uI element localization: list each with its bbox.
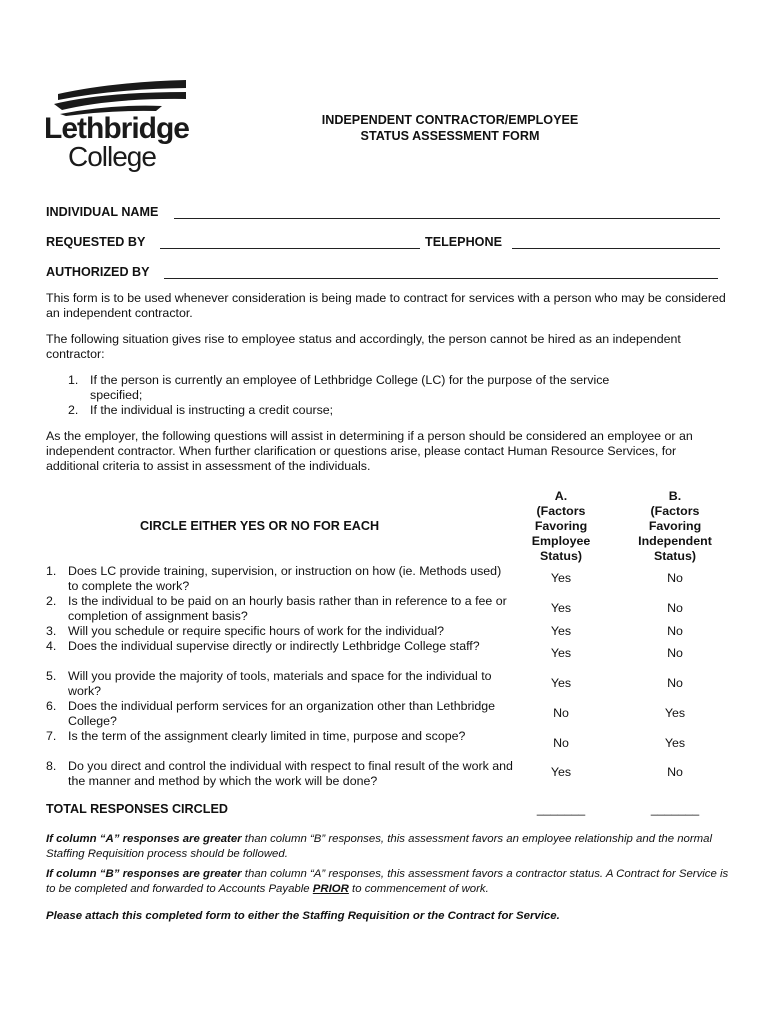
- note-column-b: [46, 867, 736, 897]
- lethbridge-college-logo: [44, 80, 204, 180]
- question-text: Does the individual supervise directly or indirectly Lethbridge College staff?: [68, 639, 480, 653]
- column-b-header-line: (Factors: [650, 504, 700, 518]
- telephone-label: TELEPHONE: [425, 235, 502, 249]
- answer-a[interactable]: No: [553, 736, 569, 750]
- question-text: Does LC provide training, supervision, or instruction on how (ie. Methods used) to complete the work?: [68, 564, 502, 593]
- answer-a[interactable]: Yes: [550, 646, 572, 660]
- intro-paragraph-3: As the employer, the following questions will assist in determining if a person should be considered an employee or an independent contractor. When further clarification or questions arise, please contact Human Resource Services, for additional criteria to assist in assessment of the individuals.: [46, 429, 693, 473]
- question-row: [46, 699, 506, 729]
- authorized-by-label: AUTHORIZED BY: [46, 265, 150, 279]
- column-b-header-line: Favoring: [648, 519, 702, 533]
- logo-swoosh-icon: [52, 80, 192, 116]
- question-number: 7.: [46, 729, 57, 743]
- logo-word-college: College: [68, 141, 156, 172]
- list-item: [68, 373, 628, 403]
- column-b-header-line: Independent: [638, 534, 712, 548]
- column-a-header: [516, 489, 606, 564]
- question-text: Will you schedule or require specific hours of work for the individual?: [68, 624, 445, 638]
- form-title-line2: STATUS ASSESSMENT FORM: [360, 129, 540, 143]
- answer-a[interactable]: Yes: [550, 571, 572, 585]
- list-item: [68, 403, 628, 418]
- requested-by-label: REQUESTED BY: [46, 235, 146, 249]
- column-a-header-line: Status): [540, 549, 582, 563]
- answer-a[interactable]: Yes: [550, 601, 572, 615]
- answer-a[interactable]: No: [553, 706, 569, 720]
- logo-word-lethbridge: Lethbridge: [44, 112, 189, 145]
- answer-a[interactable]: Yes: [550, 676, 572, 690]
- question-row: [46, 759, 516, 789]
- intro-paragraph-2: The following situation gives rise to employee status and accordingly, the person cannot be hired as an independent contractor:: [46, 332, 681, 361]
- question-text: Is the term of the assignment clearly limited in time, purpose and scope?: [68, 729, 466, 743]
- answer-b[interactable]: No: [667, 624, 683, 638]
- total-b-blank[interactable]: _______: [650, 802, 700, 816]
- answer-b[interactable]: Yes: [664, 706, 686, 720]
- question-row: [46, 729, 506, 759]
- list-item-number: 1.: [68, 373, 79, 387]
- answer-b[interactable]: Yes: [664, 736, 686, 750]
- list-item-text: If the person is currently an employee of Lethbridge College (LC) for the purpose of the service specified;: [90, 373, 610, 402]
- authorized-by-line[interactable]: [164, 278, 718, 279]
- question-text: Does the individual perform services for an organization other than Lethbridge College?: [68, 699, 496, 728]
- question-text: Will you provide the majority of tools, materials and space for the individual to work?: [68, 669, 492, 698]
- question-row: [46, 594, 506, 624]
- form-title-line1: INDEPENDENT CONTRACTOR/EMPLOYEE: [321, 113, 579, 127]
- question-text: Do you direct and control the individual with respect to final result of the work and the manner and method by which the work will be done?: [68, 759, 513, 788]
- question-number: 2.: [46, 594, 57, 608]
- column-a-header-line: A.: [554, 489, 568, 503]
- note-b-text-end: to commencement of work.: [348, 883, 489, 895]
- individual-name-label: INDIVIDUAL NAME: [46, 205, 159, 219]
- list-item-text: If the individual is instructing a credit course;: [90, 403, 334, 417]
- note-column-a: [46, 832, 736, 862]
- answer-b[interactable]: No: [667, 676, 683, 690]
- question-number: 8.: [46, 759, 57, 773]
- list-item-number: 2.: [68, 403, 79, 417]
- total-responses-label: TOTAL RESPONSES CIRCLED: [46, 802, 228, 816]
- question-row: [46, 669, 506, 699]
- answer-b[interactable]: No: [667, 601, 683, 615]
- question-number: 1.: [46, 564, 57, 578]
- question-row: [46, 564, 506, 594]
- individual-name-line[interactable]: [174, 218, 720, 219]
- question-number: 3.: [46, 624, 57, 638]
- answer-a[interactable]: Yes: [550, 624, 572, 638]
- table-instruction: CIRCLE EITHER YES OR NO FOR EACH: [140, 519, 380, 533]
- question-number: 6.: [46, 699, 57, 713]
- answer-a[interactable]: Yes: [550, 765, 572, 779]
- note-a-emphasis: If column “A” responses are greater: [46, 833, 242, 845]
- requested-by-line[interactable]: [160, 248, 420, 249]
- answer-b[interactable]: No: [667, 765, 683, 779]
- question-number: 4.: [46, 639, 57, 653]
- question-row: [46, 639, 506, 669]
- column-a-header-line: Favoring: [534, 519, 588, 533]
- question-number: 5.: [46, 669, 57, 683]
- attach-instruction: Please attach this completed form to either the Staffing Requisition or the Contract for Service.: [46, 910, 560, 922]
- intro-paragraph-1: This form is to be used whenever consideration is being made to contract for services with a person who may be considered an independent contractor.: [46, 291, 726, 320]
- note-b-prior: PRIOR: [312, 883, 349, 895]
- column-b-header: [630, 489, 720, 564]
- column-a-header-line: Employee: [531, 534, 591, 548]
- note-b-text: than column “A” responses, this assessment favors a contractor status. A Contract for Service is to be completed and forwarded to Accounts Payable: [46, 868, 729, 895]
- question-row: [46, 624, 506, 639]
- telephone-line[interactable]: [512, 248, 720, 249]
- note-b-emphasis: If column “B” responses are greater: [46, 868, 242, 880]
- note-a-text: than column “B” responses, this assessment favors an employee relationship and the normal Staffing Requisition process should be followed.: [46, 833, 713, 860]
- total-a-blank[interactable]: _______: [536, 802, 586, 816]
- answer-b[interactable]: No: [667, 571, 683, 585]
- answer-b[interactable]: No: [667, 646, 683, 660]
- column-a-header-line: (Factors: [536, 504, 586, 518]
- column-b-header-line: B.: [668, 489, 682, 503]
- question-text: Is the individual to be paid on an hourly basis rather than in reference to a fee or completion of assignment basis?: [68, 594, 507, 623]
- column-b-header-line: Status): [654, 549, 696, 563]
